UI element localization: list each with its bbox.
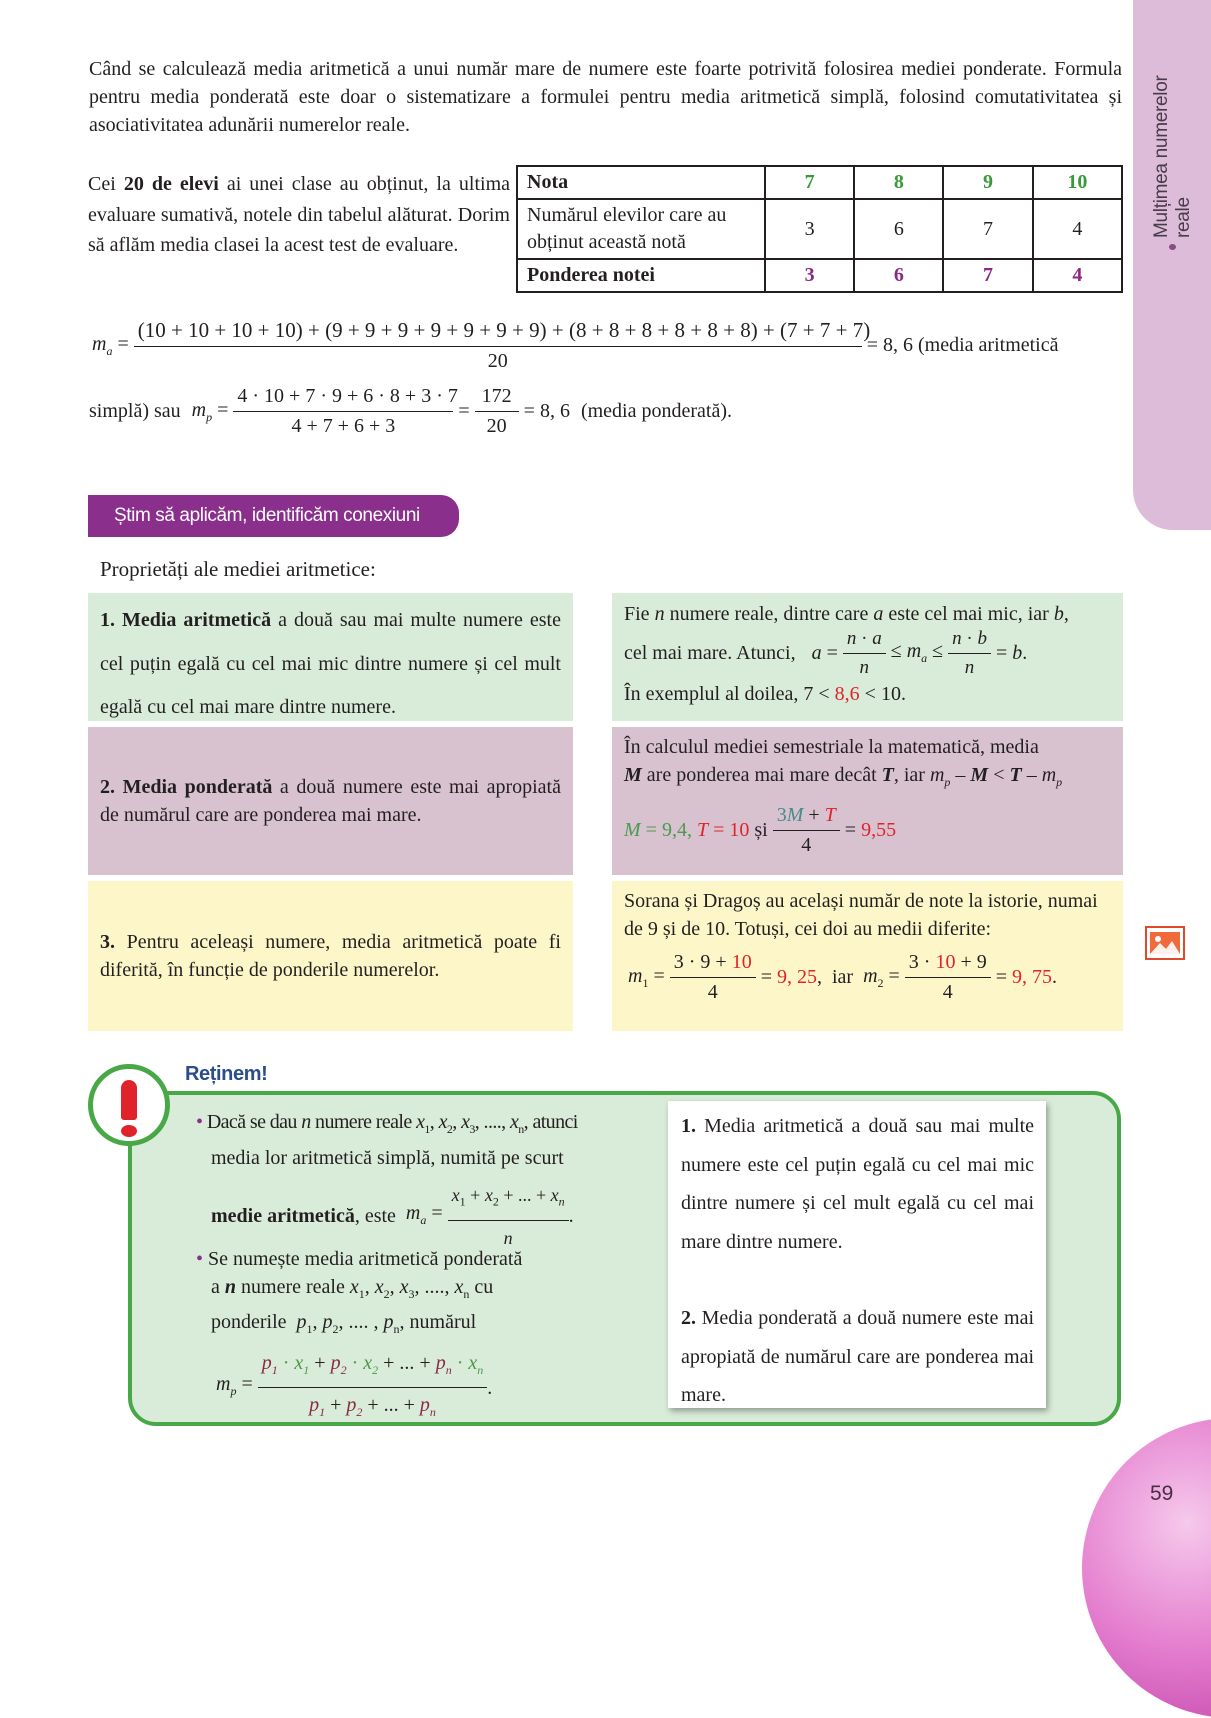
simple-mean-formula: $m_a$ = (10 + 10 + 10 + 10) + (9 + 9 + 9 + 9 + 9 + 9 + 9) + (8 + 8 + 8 + 8 + 8 + 8) + (7 + 7 + 7) 20 = 8, 6 (media aritmetică — [92, 318, 1059, 372]
intro-paragraph: Când se calculează media aritmetică a unui număr mare de numere este foarte potrivită folosirea mediei ponderate. Formula pentru media ponderată este doar o sistematizare a formulei pentru media aritmetică simplă, folosind comutativitatea și asociativitatea adunării numerelor reale. — [89, 58, 1122, 136]
retinem-bullet-1: • Dacă se dau n numere reale $x_1$, $x_2$, $x_3$, ...., $x_n$, atunci media lor aritmetică simplă, numită pe scurt medie aritmetică , este $m_a$ = $\frac{x_1 + x_2 + ... + x_n}{n}$ . — [196, 1111, 578, 1248]
property-1-box: 1. Media aritmetică a două sau mai multe numere este cel puțin egală cu cel mai mic dintre numere și cel mult egală cu cel mai mare dintre numere. — [88, 593, 573, 721]
exclamation-mark-bar — [121, 1080, 137, 1120]
exclamation-mark-dot — [121, 1125, 137, 1137]
page-number: 59 — [1150, 1482, 1174, 1505]
retinem-bullet-2: • Se numește media aritmetică ponderată a n numere reale $x_1$, $x_2$, $x_3$, ...., $x_n$ cu ponderile $p_1$, $p_2$, .... , $p_n$, numărul $m_p$ = $\frac{p_1 \cdot x_1 + p_2 \cdot x_2 + ... + p_n \cdot x_n}{p_1 + p_2 + ... + p_n}$ . — [196, 1248, 523, 1419]
example-paragraph: Cei 20 de elevi ai unei clase au obținut, la ultima evaluare sumativă, notele din tabelul alăturat. Dorim să aflăm media clasei la acest test de evaluare. — [88, 173, 510, 256]
weighted-mean-formula: simplă) sau $m_p$ = $\frac{4 \cdot 10 + 7 \cdot 9 + 6 \cdot 8 + 3 \cdot 7}{4 + 7 + 6 + 3}$ = $\frac{172}{20}$ = 8, 6 (media ponderată). — [89, 385, 732, 437]
properties-title: Proprietăți ale mediei aritmetice: — [100, 557, 376, 581]
property-2-example: În calculul mediei semestriale la matematică, media M are ponderea mai mare decât T, iar $m_p - M < T - m_p$ M = 9,4, T = 10 și $\frac{3M + T}{4}$ = 9,55 — [612, 727, 1123, 875]
property-2-box: 2. Media ponderată a două numere este mai apropiată de numărul care are ponderea mai mare. — [88, 727, 573, 875]
page-corner-decoration — [1082, 1418, 1211, 1718]
property-3-example: Sorana și Dragoș au același număr de note la istorie, numai de 9 și de 10. Totuși, cei doi au medii diferite: $m_1$ = $\frac{3 \cdot 9 + 10}{4}$ = 9, 25 , iar $m_2$ = $\frac{3 \cdot 10 + 9}{4}$ = 9, 75 . — [612, 881, 1123, 1031]
image-gallery-icon[interactable] — [1145, 926, 1185, 960]
property-3-box: 3. Pentru aceleași numere, media aritmetică poate fi diferită, în funcție de ponderile numerelor. — [88, 881, 573, 1031]
table-row: Ponderea notei 3 6 7 4 — [517, 259, 1122, 292]
chapter-side-title: Mulțimea numerelor reale — [1158, 50, 1188, 250]
retinem-summary-card: 1. Media aritmetică a două sau mai multe numere este cel puțin egală cu cel mai mic dintre numere și cel mult egală cu cel mai mare dintre numere. 2. Media ponderată a două numere este mai apropiată de numărul care are ponderea mai mare. — [668, 1101, 1046, 1408]
bullet-dot — [1170, 244, 1177, 250]
section-header: Știm să aplicăm, identificăm conexiuni — [88, 495, 459, 537]
table-row: Nota 7 8 9 10 — [517, 166, 1122, 199]
grades-table — [516, 165, 1123, 293]
retinem-title: Reținem! — [185, 1063, 268, 1085]
property-1-example: Fie n numere reale, dintre care a este cel mai mic, iar b, cel mai mare. Atunci, a = $\frac{n \cdot a}{n}$ ≤ $m_a$ ≤ $\frac{n \cdot b}{n}$ = b. În exemplul al doilea, 7 < 8,6 < 10. — [612, 593, 1123, 721]
table-row: Numărul elevilor care au obținut această notă 3 6 7 4 — [517, 199, 1122, 259]
